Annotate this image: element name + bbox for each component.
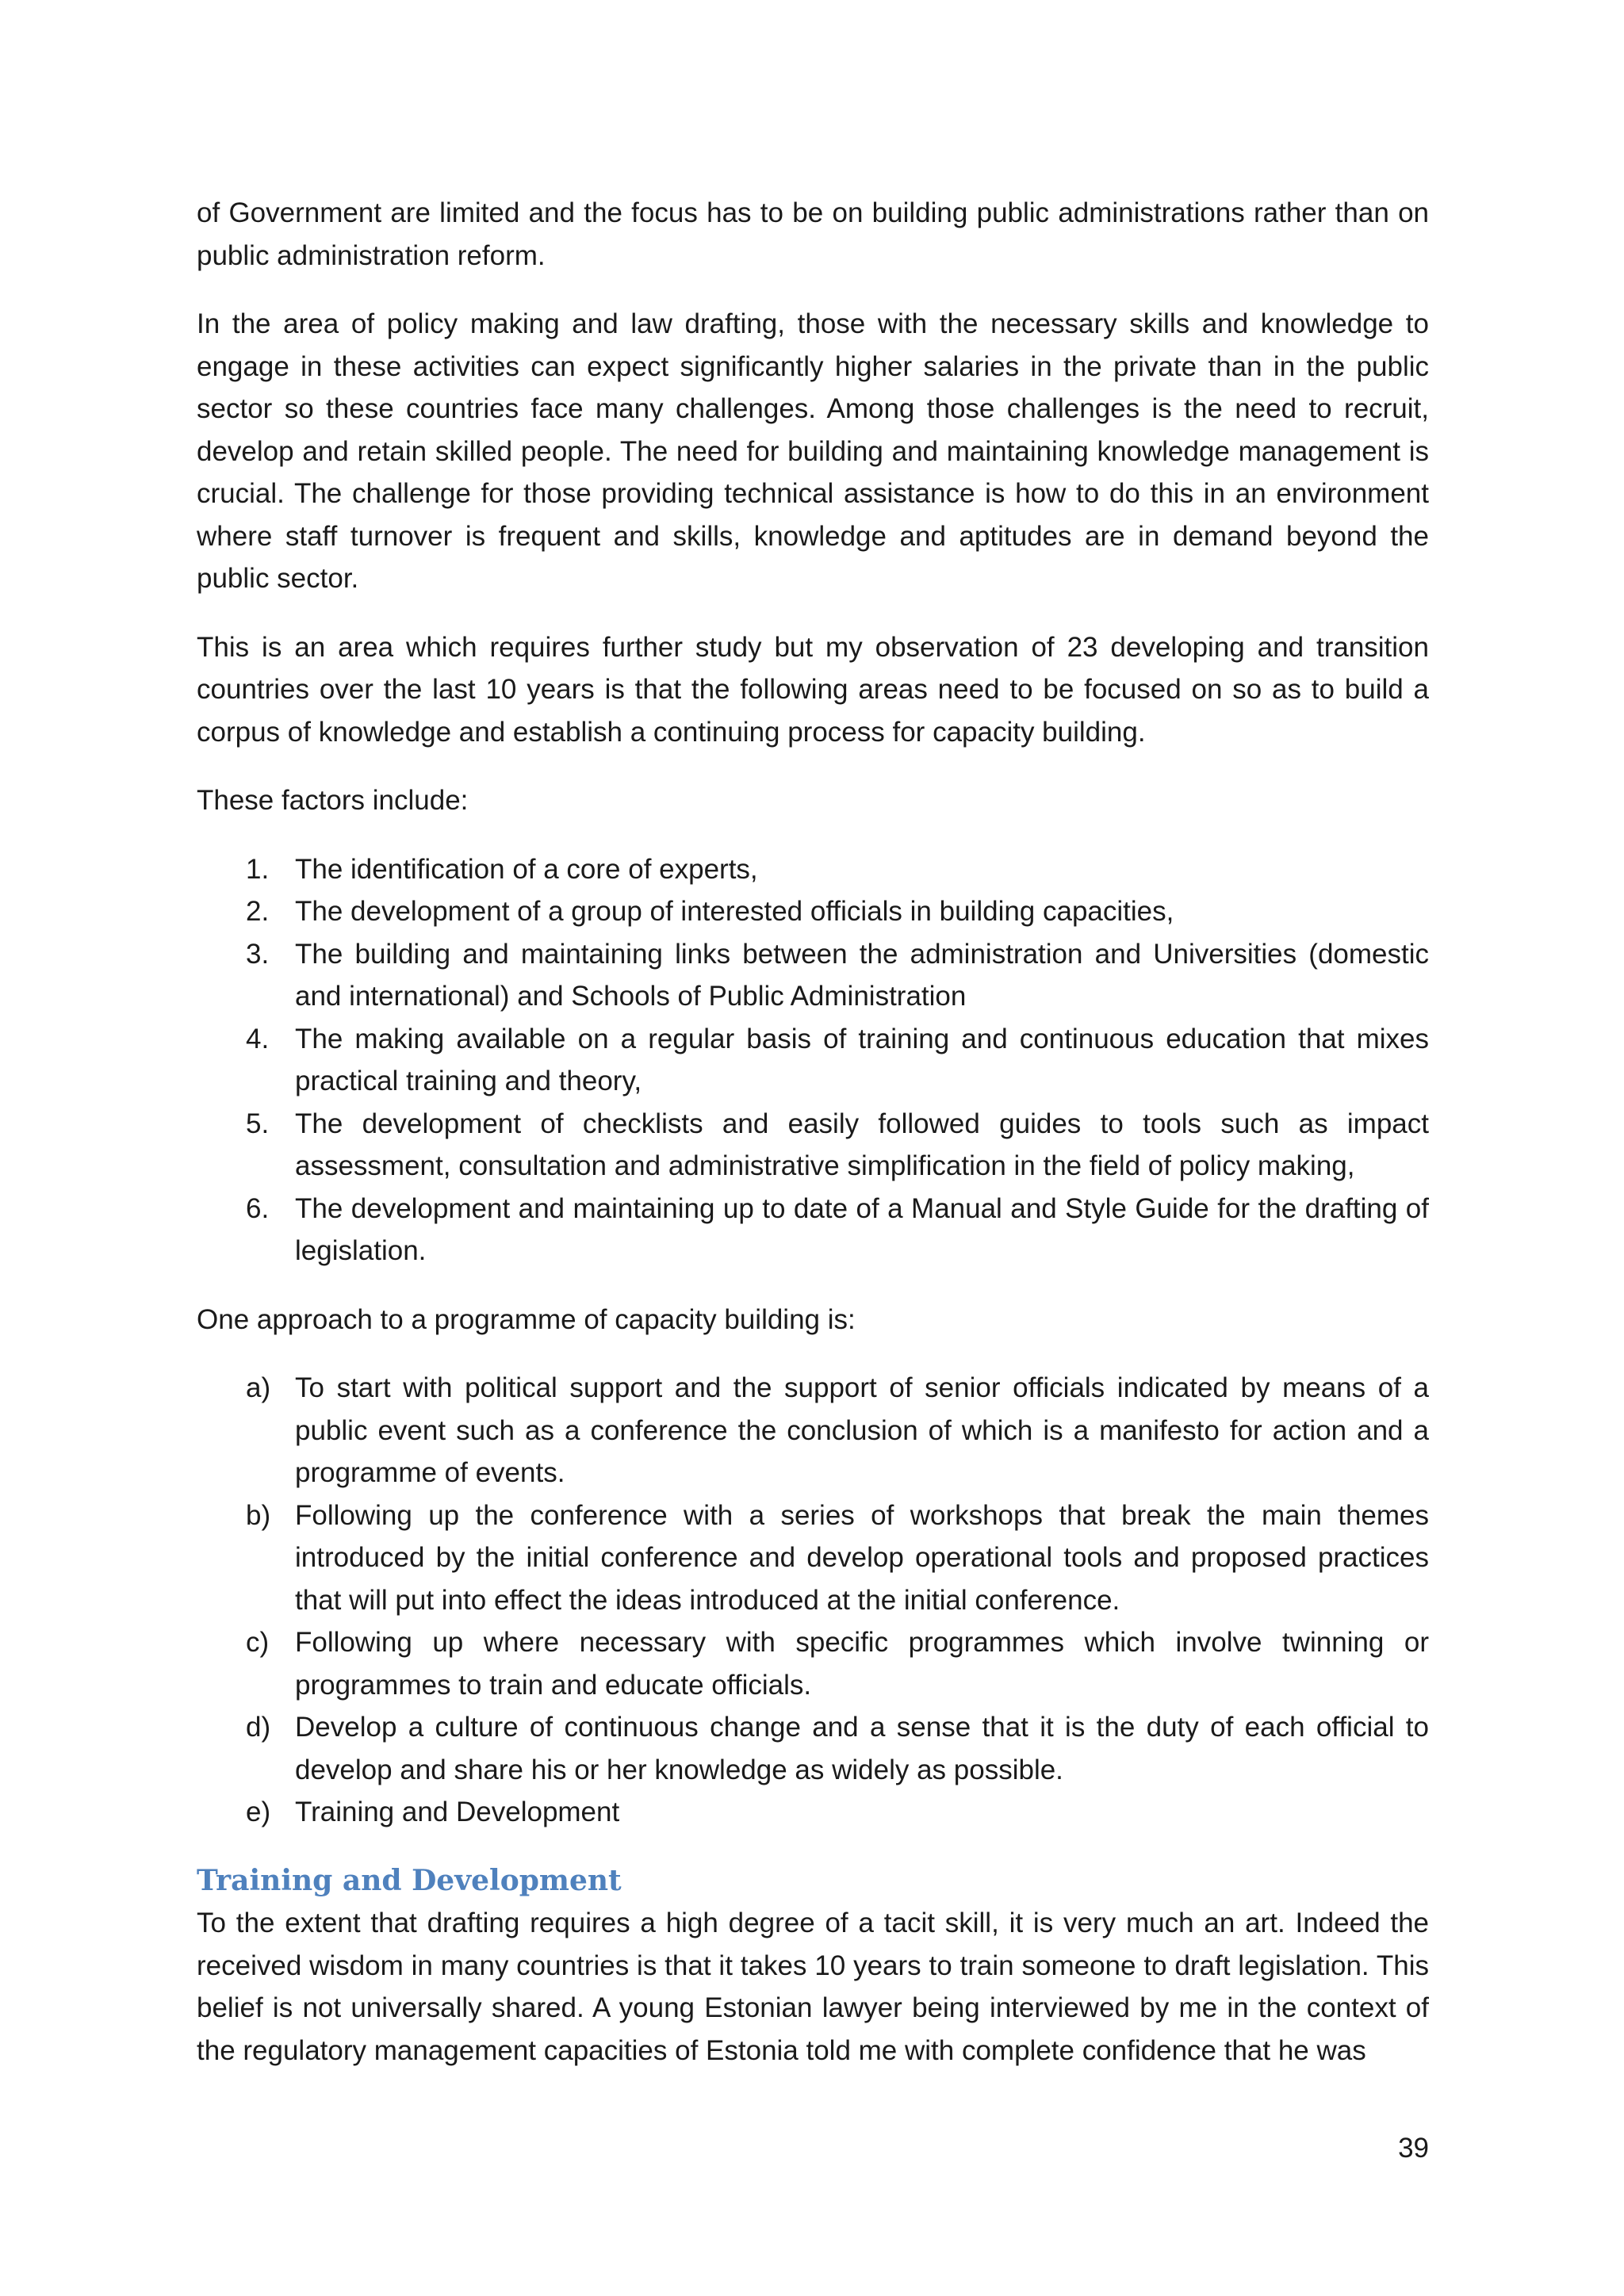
list-item-text: The building and maintaining links between the administration and Universities (domestic and international) and Schools of Public Administration bbox=[295, 938, 1429, 1012]
list-marker: 1. bbox=[246, 853, 270, 885]
list-item bbox=[197, 890, 1429, 933]
list-item bbox=[197, 1706, 1429, 1791]
list-item-text: The development of a group of interested officials in building capacities, bbox=[295, 896, 1174, 927]
paragraph-approach-intro: One approach to a programme of capacity building is: bbox=[197, 1303, 856, 1335]
paragraph-continuation: of Government are limited and the focus has to be on building public administrations rather than on public administration reform. bbox=[197, 197, 1429, 271]
list-item-text: Following up where necessary with specific programmes which involve twinning or programmes to train and educate officials. bbox=[295, 1627, 1429, 1701]
paragraph-further-study: This is an area which requires further study but my observation of 23 developing and transition countries over the last 10 years is that the following areas need to be focused on so as to build a corpus of knowledge and establish a continuing process for capacity building. bbox=[197, 631, 1429, 748]
page-content bbox=[197, 192, 1429, 2098]
list-item bbox=[197, 1188, 1429, 1272]
list-item-text: The identification of a core of experts, bbox=[295, 853, 758, 885]
list-item bbox=[197, 1791, 1429, 1834]
list-marker: b) bbox=[246, 1499, 271, 1531]
list-item-text: Develop a culture of continuous change and a sense that it is the duty of each official to develop and share his or her knowledge as widely as possible. bbox=[295, 1712, 1429, 1785]
list-marker: d) bbox=[246, 1712, 271, 1743]
list-item-text: The making available on a regular basis of training and continuous education that mixes practical training and theory, bbox=[295, 1023, 1429, 1096]
list-item bbox=[197, 1367, 1429, 1494]
paragraph-training: To the extent that drafting requires a high degree of a tacit skill, it is very much an art. Indeed the received wisdom in many countries is that it takes 10 years to train someone to draft legislation. This belief is not universally shared. A young Estonian lawyer being interviewed by me in the context of the regulatory management capacities of Estonia told me with complete confidence that he was bbox=[197, 1908, 1429, 2066]
list-item-text: The development and maintaining up to date of a Manual and Style Guide for the drafting of legislation. bbox=[295, 1192, 1429, 1266]
paragraph-policy-making: In the area of policy making and law drafting, those with the necessary skills and knowledge to engage in these activities can expect significantly higher salaries in the private than in the public sector so these countries face many challenges. Among those challenges is the need to recruit, develop and retain skilled people. The need for building and maintaining knowledge management is crucial. The challenge for those providing technical assistance is how to do this in an environment where staff turnover is frequent and skills, knowledge and aptitudes are in demand beyond the public sector. bbox=[197, 308, 1429, 594]
paragraph-factors-intro: These factors include: bbox=[197, 785, 469, 816]
factors-list bbox=[197, 848, 1429, 1272]
list-marker: a) bbox=[246, 1372, 271, 1403]
list-marker: 4. bbox=[246, 1023, 270, 1054]
list-item-text: To start with political support and the support of senior officials indicated by means of a public event such as a conference the conclusion of which is a manifesto for action and a programme of events. bbox=[295, 1372, 1429, 1488]
list-item bbox=[197, 1018, 1429, 1103]
list-marker: 3. bbox=[246, 938, 270, 970]
approach-list bbox=[197, 1367, 1429, 1834]
list-marker: c) bbox=[246, 1627, 270, 1658]
list-item bbox=[197, 1494, 1429, 1622]
list-item bbox=[197, 1621, 1429, 1706]
list-marker: 5. bbox=[246, 1108, 270, 1139]
page-number: 39 bbox=[1398, 2133, 1429, 2164]
list-marker: e) bbox=[246, 1797, 271, 1827]
list-item-text: Training and Development bbox=[295, 1797, 620, 1827]
list-item-text: The development of checklists and easily followed guides to tools such as impact assessment, consultation and administrative simplification in the field of policy making, bbox=[295, 1108, 1429, 1181]
list-marker: 6. bbox=[246, 1192, 270, 1224]
list-item-text: Following up the conference with a series of workshops that break the main themes introduced by the initial conference and develop operational tools and proposed practices that will put into effect the ideas introduced at the initial conference. bbox=[295, 1499, 1429, 1616]
list-item bbox=[197, 933, 1429, 1018]
list-item bbox=[197, 1103, 1429, 1188]
section-heading: Training and Development bbox=[197, 1863, 622, 1897]
list-item bbox=[197, 848, 1429, 891]
list-marker: 2. bbox=[246, 896, 270, 927]
